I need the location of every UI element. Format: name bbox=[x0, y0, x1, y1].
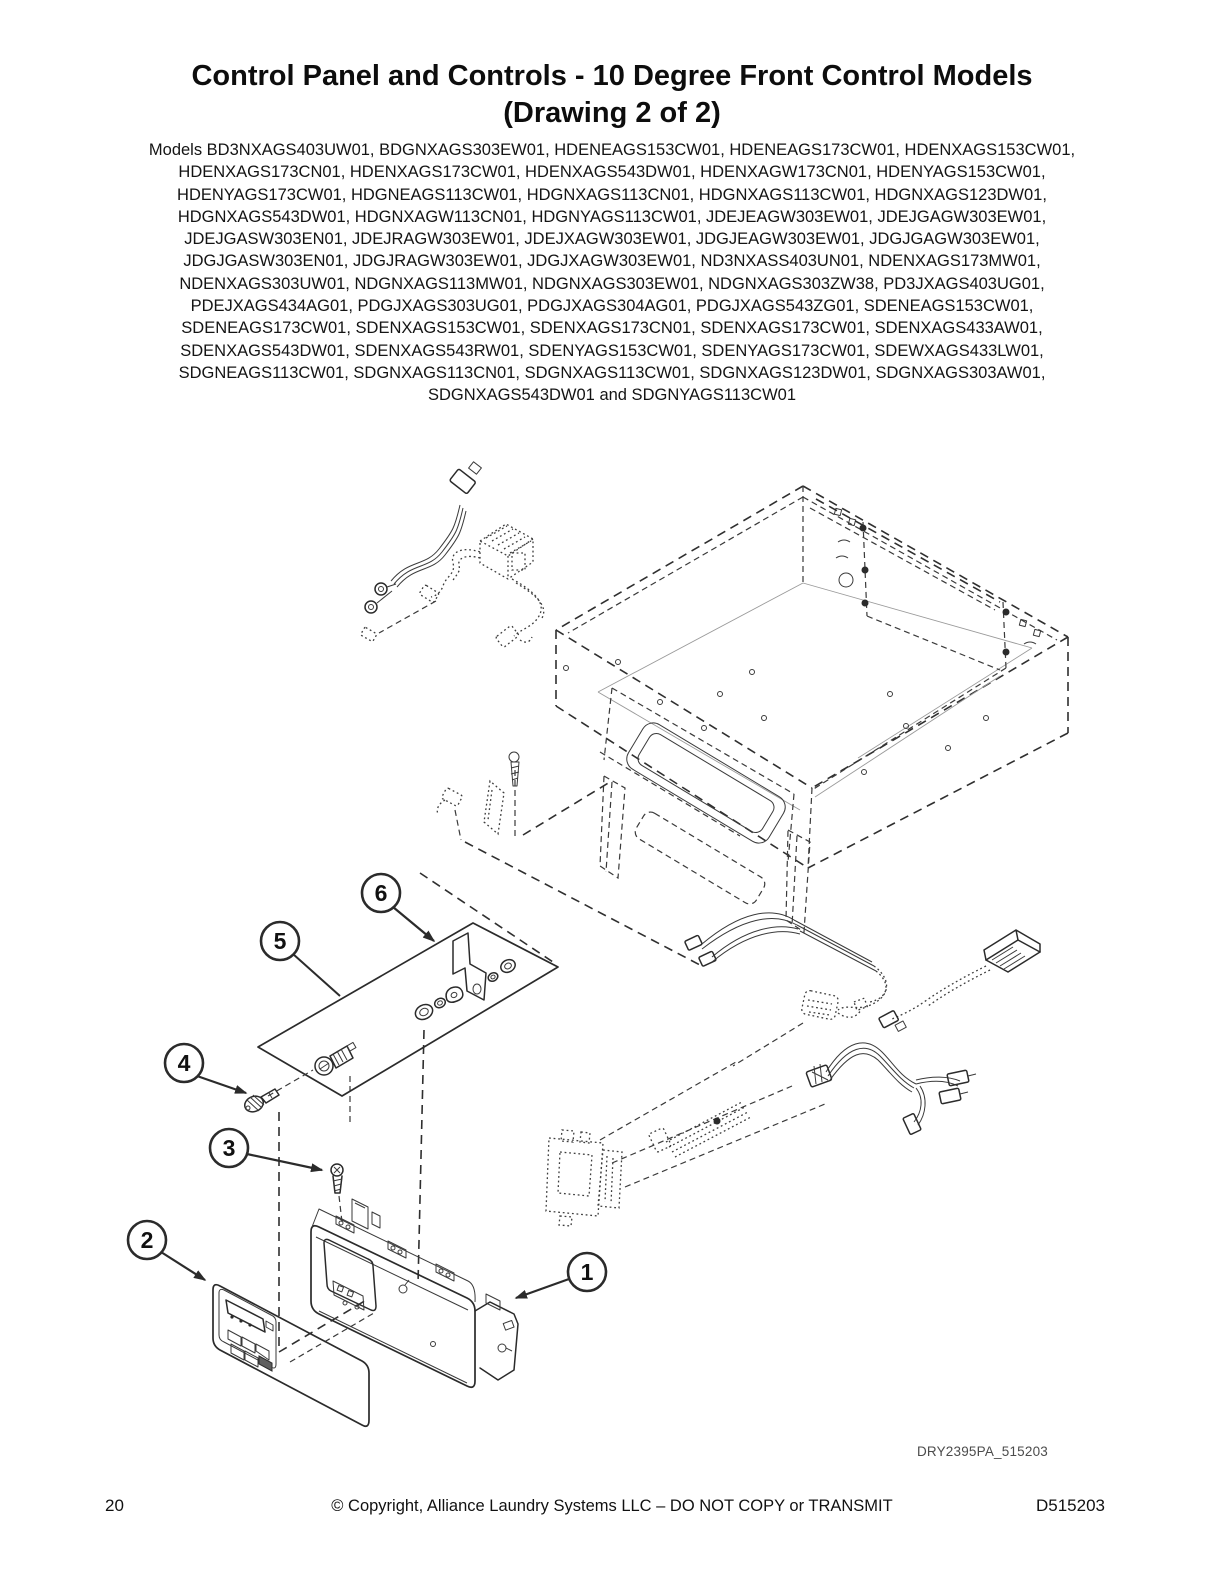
model-list-line: HDENXAGS173CN01, HDENXAGS173CW01, HDENXAGS543DW01, HDENXAGW173CN01, HDENYAGS153CW01, bbox=[178, 163, 1046, 182]
cabinet-assembly bbox=[556, 486, 1068, 932]
callout-1-number: 1 bbox=[580, 1259, 594, 1285]
callout-4 bbox=[165, 1044, 246, 1093]
key bbox=[242, 1089, 279, 1115]
model-list-line: HDENYAGS173CW01, HDGNEAGS113CW01, HDGNXAGS113CN01, HDGNXAGS113CW01, HDGNXAGS123DW01, bbox=[177, 185, 1047, 204]
callout-1 bbox=[516, 1253, 606, 1298]
electronic-control bbox=[546, 1130, 622, 1226]
callout-3 bbox=[210, 1129, 322, 1170]
callouts bbox=[128, 874, 606, 1298]
callout-5-number: 5 bbox=[273, 928, 287, 954]
cabinet-screw bbox=[509, 752, 519, 786]
model-list-line: HDGNXAGS543DW01, HDGNXAGW113CN01, HDGNYAGS113CW01, JDEJEAGW303EW01, JDEJGAGW303EW01, bbox=[177, 207, 1047, 226]
bracket bbox=[453, 933, 486, 1000]
callout-2 bbox=[128, 1221, 205, 1280]
projection-lines bbox=[279, 752, 825, 1362]
wire-harness-connector-right bbox=[879, 930, 1040, 1031]
page-number: 20 bbox=[105, 1496, 124, 1515]
wire-harness-top-left bbox=[365, 462, 481, 613]
mounting-screw bbox=[331, 1164, 343, 1193]
callout-6-number: 6 bbox=[374, 880, 388, 906]
page-title-line2: (Drawing 2 of 2) bbox=[503, 97, 721, 129]
callout-3-number: 3 bbox=[222, 1135, 236, 1161]
model-list-line: JDEJGASW303EN01, JDEJRAGW303EW01, JDEJXAGW303EW01, JDGJEAGW303EW01, JDGJGAGW303EW01, bbox=[184, 230, 1040, 249]
power-module bbox=[360, 524, 543, 648]
callout-6 bbox=[362, 874, 434, 941]
copyright-text: © Copyright, Alliance Laundry Systems LLC – DO NOT COPY or TRANSMIT bbox=[331, 1497, 893, 1515]
model-list-line: SDENXAGS543DW01, SDENXAGS543RW01, SDENYAGS153CW01, SDENYAGS173CW01, SDEWXAGS433LW01, bbox=[180, 341, 1044, 360]
callout-4-number: 4 bbox=[177, 1050, 191, 1076]
callout-5 bbox=[261, 922, 340, 996]
document-number: D515203 bbox=[1035, 1496, 1105, 1515]
back-wall-bracket-right bbox=[1003, 602, 1041, 668]
lock-mounting-plate-kit bbox=[258, 923, 558, 1096]
model-list-line: JDGJGASW303EN01, JDGJRAGW303EW01, JDGJXAGW303EW01, ND3NXASS403UN01, NDENXAGS173MW01, bbox=[183, 252, 1041, 271]
model-list-line: SDENEAGS173CW01, SDENXAGS153CW01, SDENXAGS173CN01, SDENXAGS173CW01, SDENXAGS433AW01, bbox=[181, 319, 1043, 338]
washers-and-nuts bbox=[413, 957, 518, 1022]
wire-harness-upper-right bbox=[685, 913, 887, 1020]
control-panel-overlay bbox=[213, 1285, 369, 1427]
model-list-line: NDENXAGS303UW01, NDGNXAGS113MW01, NDGNXAGS303EW01, NDGNXAGS303ZW38, PD3JXAGS403UG01, bbox=[179, 274, 1045, 293]
lock-cylinder bbox=[315, 1042, 356, 1075]
control-panel-bezel bbox=[311, 1199, 518, 1387]
model-list-line: SDGNEAGS113CW01, SDGNXAGS113CN01, SDGNXAGS113CW01, SDGNXAGS123DW01, SDGNXAGS303AW01, bbox=[178, 363, 1046, 382]
wire-harness-lower-right bbox=[806, 1043, 976, 1135]
model-list-line: Models BD3NXAGS403UW01, BDGNXAGS303EW01, HDENEAGS153CW01, HDENEAGS173CW01, HDENXAGS153CW01, bbox=[148, 141, 1076, 159]
page-title-line1: Control Panel and Controls - 10 Degree Front Control Models bbox=[191, 60, 1033, 92]
model-list-line: SDGNXAGS543DW01 and SDGNYAGS113CW01 bbox=[427, 386, 797, 405]
figure-code-label: DRY2395PA_515203 bbox=[916, 1444, 1048, 1459]
callout-2-number: 2 bbox=[140, 1227, 154, 1253]
model-list-line: PDEJXAGS434AG01, PDGJXAGS303UG01, PDGJXAGS304AG01, PDGJXAGS543ZG01, SDENEAGS153CW01, bbox=[190, 297, 1034, 316]
